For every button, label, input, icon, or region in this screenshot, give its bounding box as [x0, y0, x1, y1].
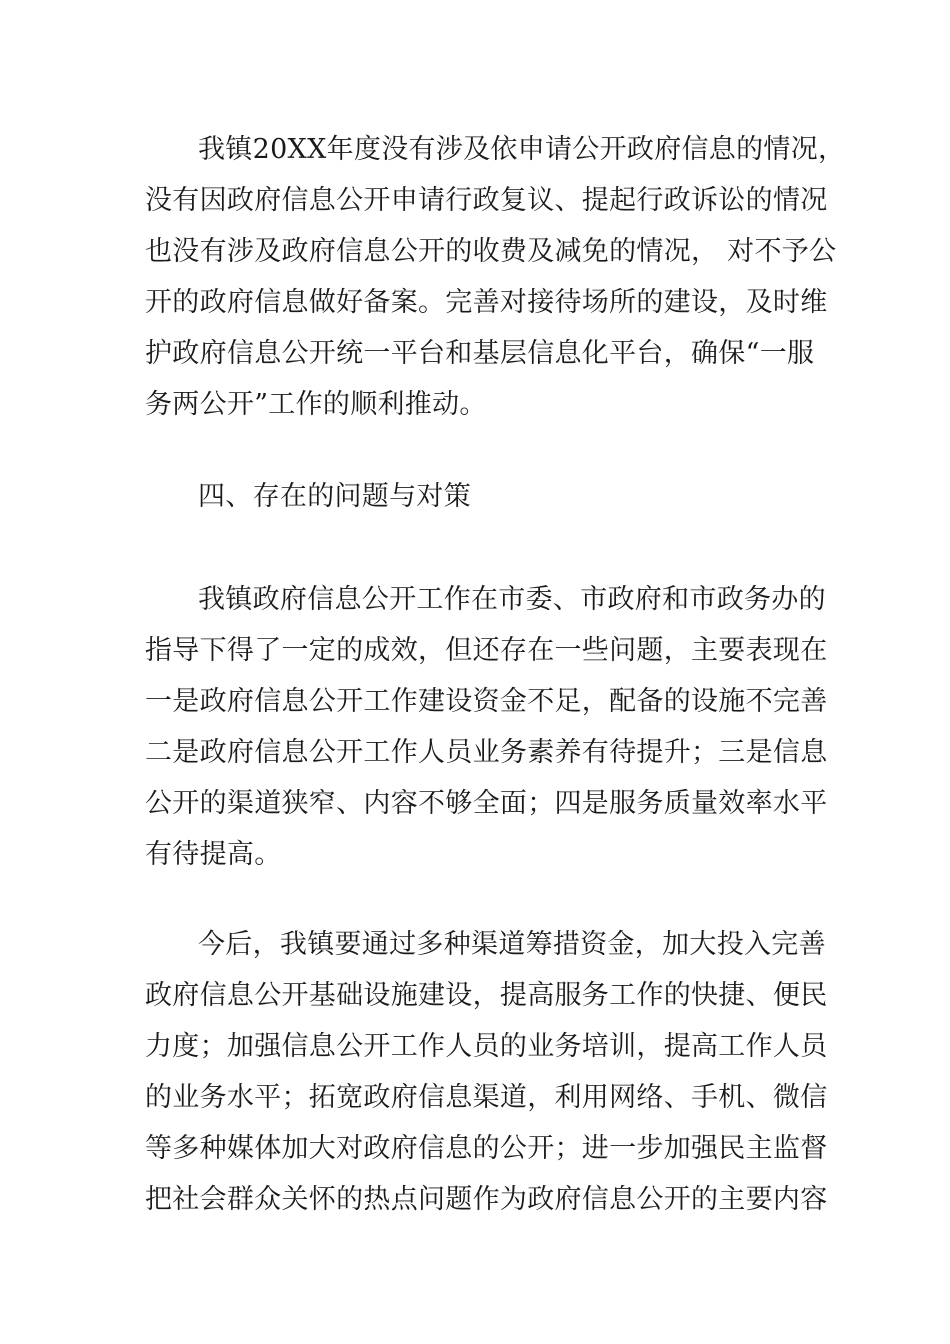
paragraph-line: 等多种媒体加大对政府信息的公开；进一步加强民主监督 — [145, 1133, 828, 1164]
paragraph-countermeasures — [145, 919, 828, 1225]
paragraph-line: 我镇20XX年度没有涉及依申请公开政府信息的情况， — [198, 134, 846, 165]
paragraph-line: 务两公开”工作的顺利推动。 — [145, 389, 487, 420]
paragraph-line: 力度；加强信息公开工作人员的业务培训，提高工作人员 — [145, 1031, 828, 1062]
section-heading — [145, 471, 805, 522]
paragraph-line: 也没有涉及政府信息公开的收费及减免的情况， 对不予公 — [145, 236, 837, 267]
paragraph-line: 有待提高。 — [145, 839, 282, 870]
paragraph-line: 今后，我镇要通过多种渠道筹措资金，加大投入完善 — [198, 929, 826, 960]
paragraph-line: 政府信息公开基础设施建设，提高服务工作的快捷、便民 — [145, 980, 828, 1011]
paragraph-line: 开的政府信息做好备案。完善对接待场所的建设，及时维 — [145, 287, 828, 318]
paragraph-line: 把社会群众关怀的热点问题作为政府信息公开的主要内容 — [145, 1184, 828, 1215]
paragraph-line: 护政府信息公开统一平台和基层信息化平台，确保“一服 — [145, 338, 815, 369]
paragraph-disclosure-status — [145, 124, 846, 430]
paragraph-line: 公开的渠道狭窄、内容不够全面；四是服务质量效率水平 — [145, 788, 828, 819]
paragraph-line: 没有因政府信息公开申请行政复议、提起行政诉讼的情况 — [145, 185, 828, 216]
paragraph-line: 的业务水平；拓宽政府信息渠道，利用网络、手机、微信 — [145, 1082, 828, 1113]
paragraph-line: 我镇政府信息公开工作在市委、市政府和市政务办的 — [198, 584, 826, 615]
paragraph-line: 二是政府信息公开工作人员业务素养有待提升；三是信息 — [145, 737, 828, 768]
paragraph-problems — [145, 574, 828, 880]
section-heading-text: 四、存在的问题与对策 — [198, 481, 471, 512]
paragraph-line: 一是政府信息公开工作建设资金不足，配备的设施不完善 — [145, 686, 828, 717]
paragraph-line: 指导下得了一定的成效，但还存在一些问题，主要表现在 — [145, 635, 828, 666]
